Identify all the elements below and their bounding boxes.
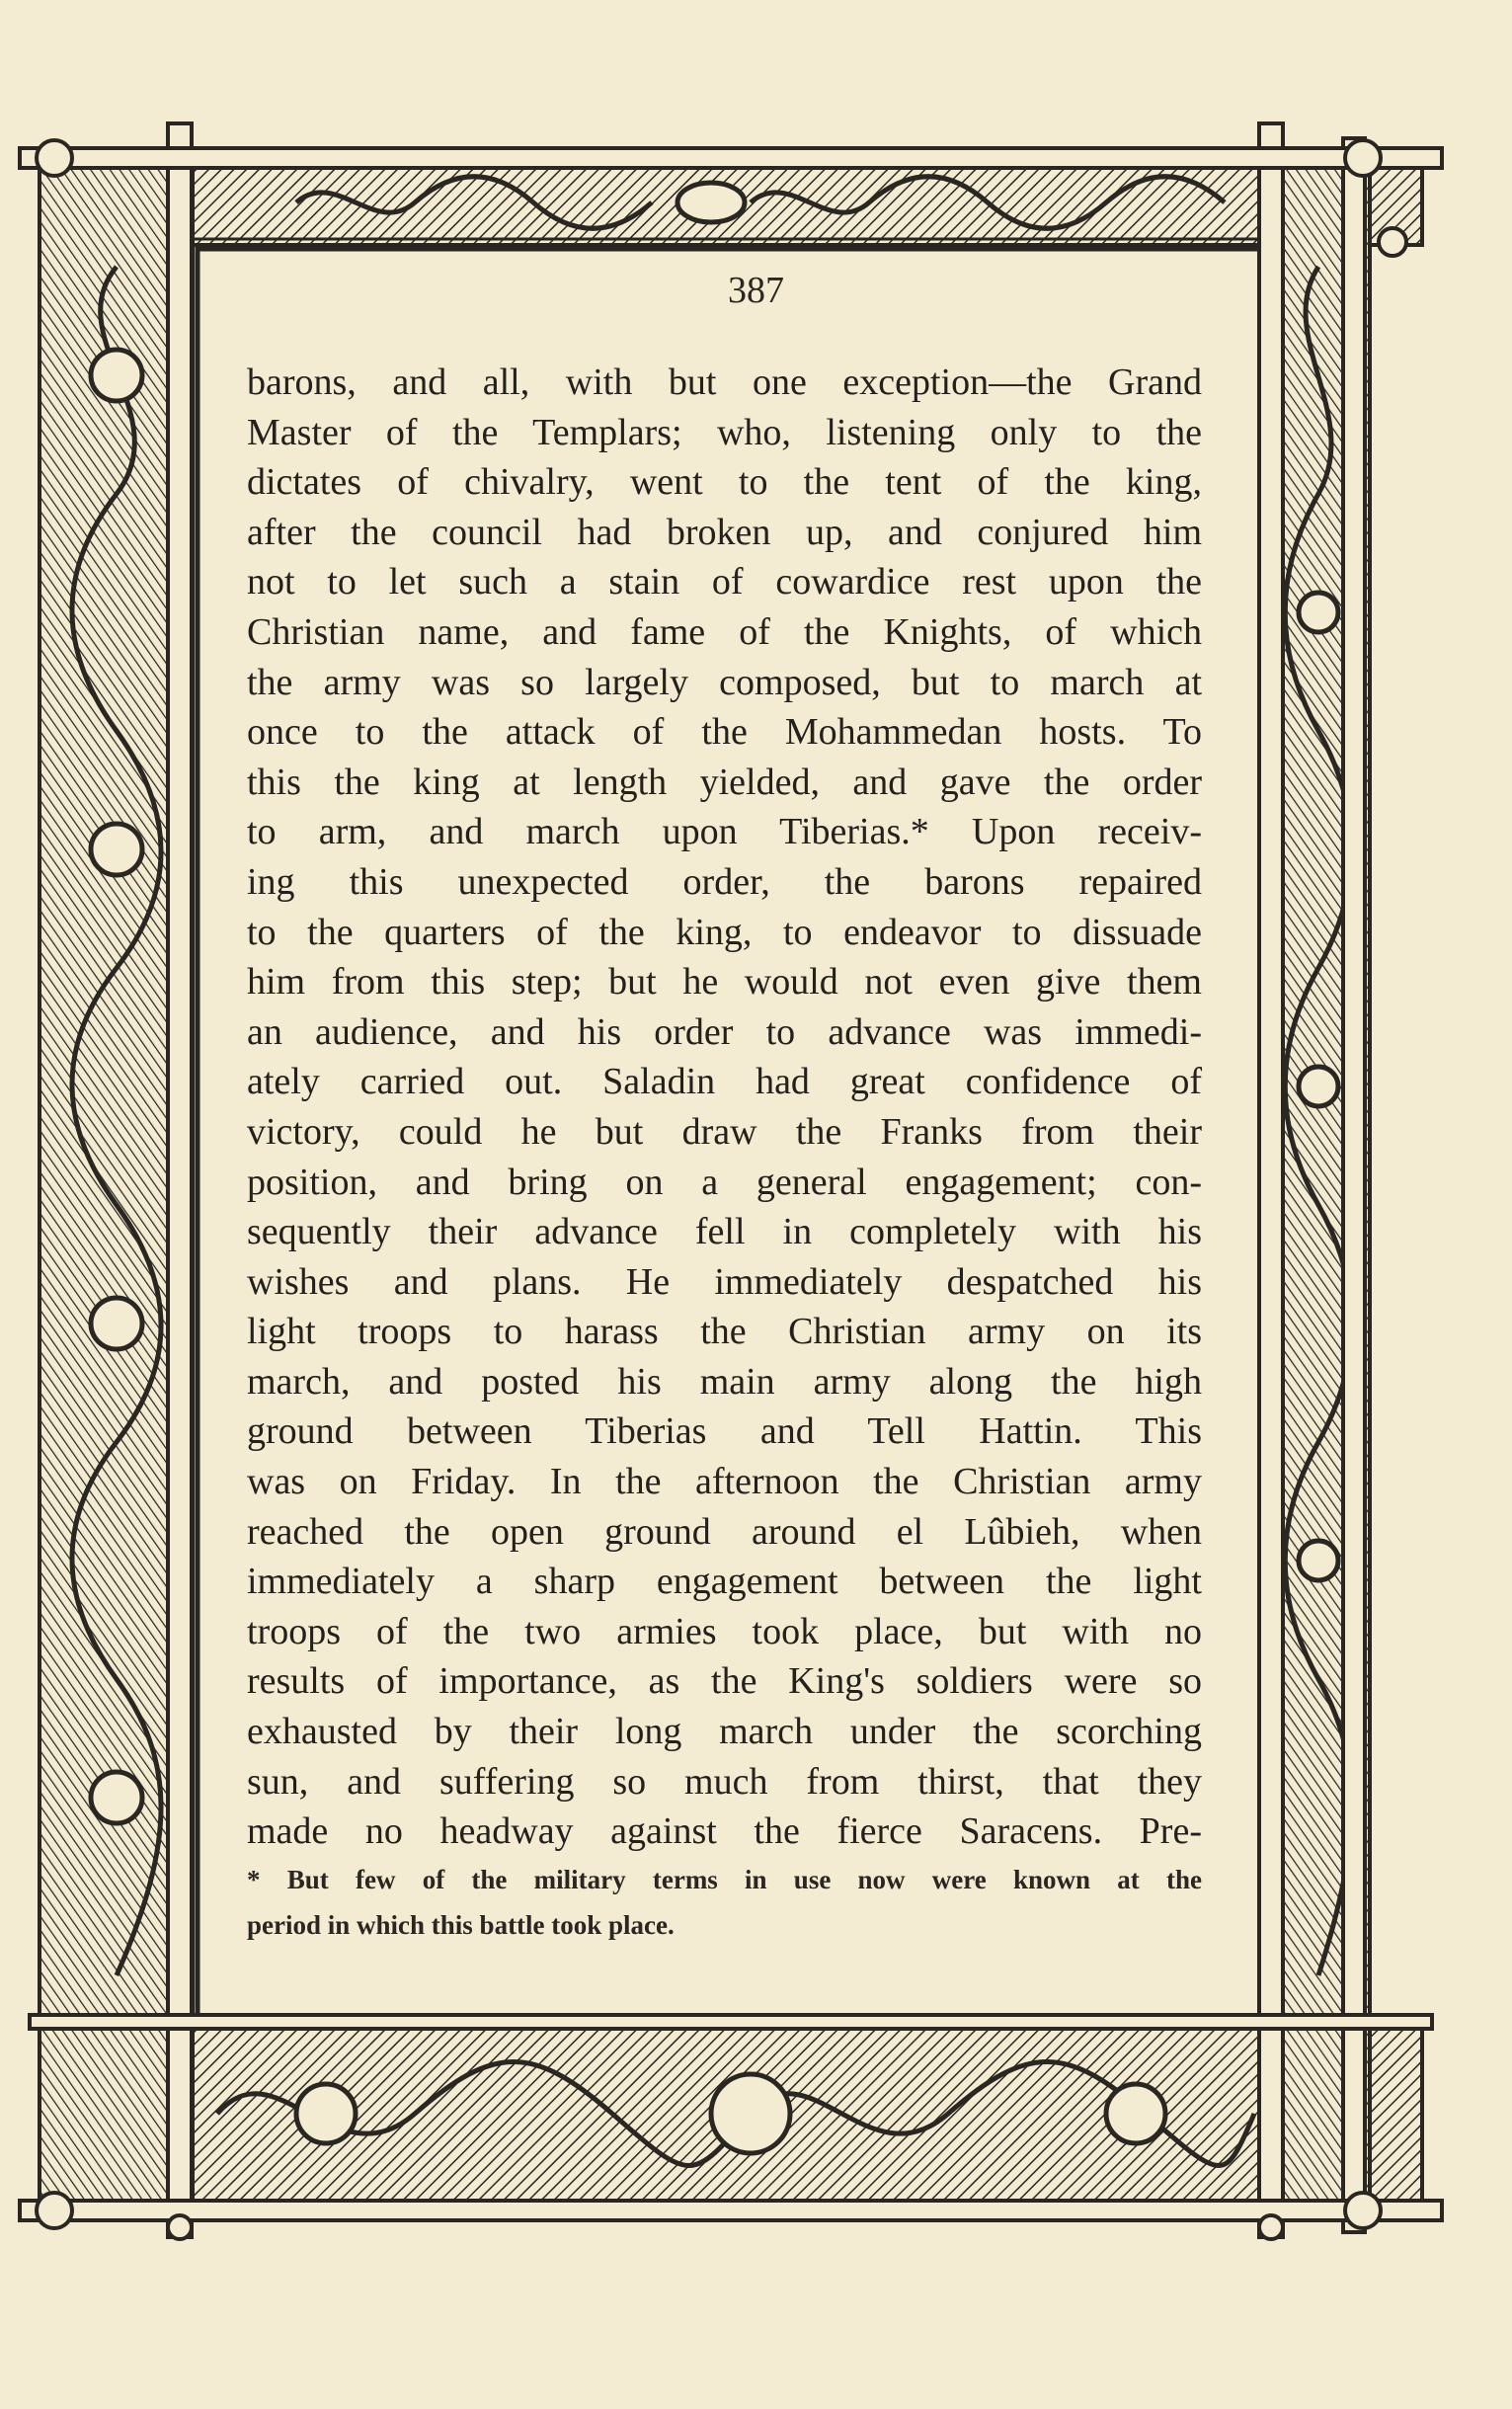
text-line: after the council had broken up, and conjured him xyxy=(247,511,1202,553)
text-line: was on Friday. In the afternoon the Christian army xyxy=(247,1461,1202,1503)
text-line: ground between Tiberias and Tell Hattin. This xyxy=(247,1410,1202,1453)
text-line: Christian name, and fame of the Knights, of which xyxy=(247,610,1202,653)
footnote-line: period in which this battle took place. xyxy=(247,1910,675,1940)
text-line: immediately a sharp engagement between the light xyxy=(247,1561,1202,1603)
text-line: to the quarters of the king, to endeavor to dissuade xyxy=(247,911,1202,953)
text-line: Master of the Templars; who, listening only to the xyxy=(247,411,1202,453)
text-line: reached the open ground around el Lûbieh, when xyxy=(247,1510,1202,1553)
text-line: this the king at length yielded, and gave the order xyxy=(247,761,1202,803)
text-line: results of importance, as the King's soldiers were so xyxy=(247,1660,1202,1703)
text-line: barons, and all, with but one exception—the Grand xyxy=(247,361,1202,403)
text-line: him from this step; but he would not even give them xyxy=(247,961,1202,1004)
text-line: made no headway against the fierce Saracens. Pre- xyxy=(247,1810,1202,1853)
footnote xyxy=(247,1857,1202,1948)
text-line: ately carried out. Saladin had great confidence of xyxy=(247,1061,1202,1103)
text-line: sun, and suffering so much from thirst, that they xyxy=(247,1760,1202,1803)
text-line: troops of the two armies took place, but with no xyxy=(247,1610,1202,1652)
text-line: exhausted by their long march under the scorching xyxy=(247,1711,1202,1753)
text-line: position, and bring on a general engagement; con- xyxy=(247,1161,1202,1203)
text-line: wishes and plans. He immediately despatched his xyxy=(247,1260,1202,1303)
text-line: dictates of chivalry, went to the tent of the king, xyxy=(247,461,1202,504)
body-text xyxy=(247,358,1202,1857)
text-line: the army was so largely composed, but to march at xyxy=(247,661,1202,703)
text-line: not to let such a stain of cowardice rest upon the xyxy=(247,561,1202,603)
text-line: an audience, and his order to advance was immedi- xyxy=(247,1010,1202,1053)
text-line: once to the attack of the Mohammedan hosts. To xyxy=(247,711,1202,754)
text-line: to arm, and march upon Tiberias.* Upon receiv- xyxy=(247,811,1202,853)
text-line: victory, could he but draw the Franks from their xyxy=(247,1110,1202,1153)
footnote-line: * But few of the military terms in use now were known at the xyxy=(247,1865,1202,1894)
text-line: march, and posted his main army along the high xyxy=(247,1360,1202,1403)
text-line: ing this unexpected order, the barons repaired xyxy=(247,860,1202,903)
text-line: light troops to harass the Christian army on its xyxy=(247,1311,1202,1353)
page-number: 387 xyxy=(728,270,784,311)
text-line: sequently their advance fell in completely with his xyxy=(247,1211,1202,1253)
